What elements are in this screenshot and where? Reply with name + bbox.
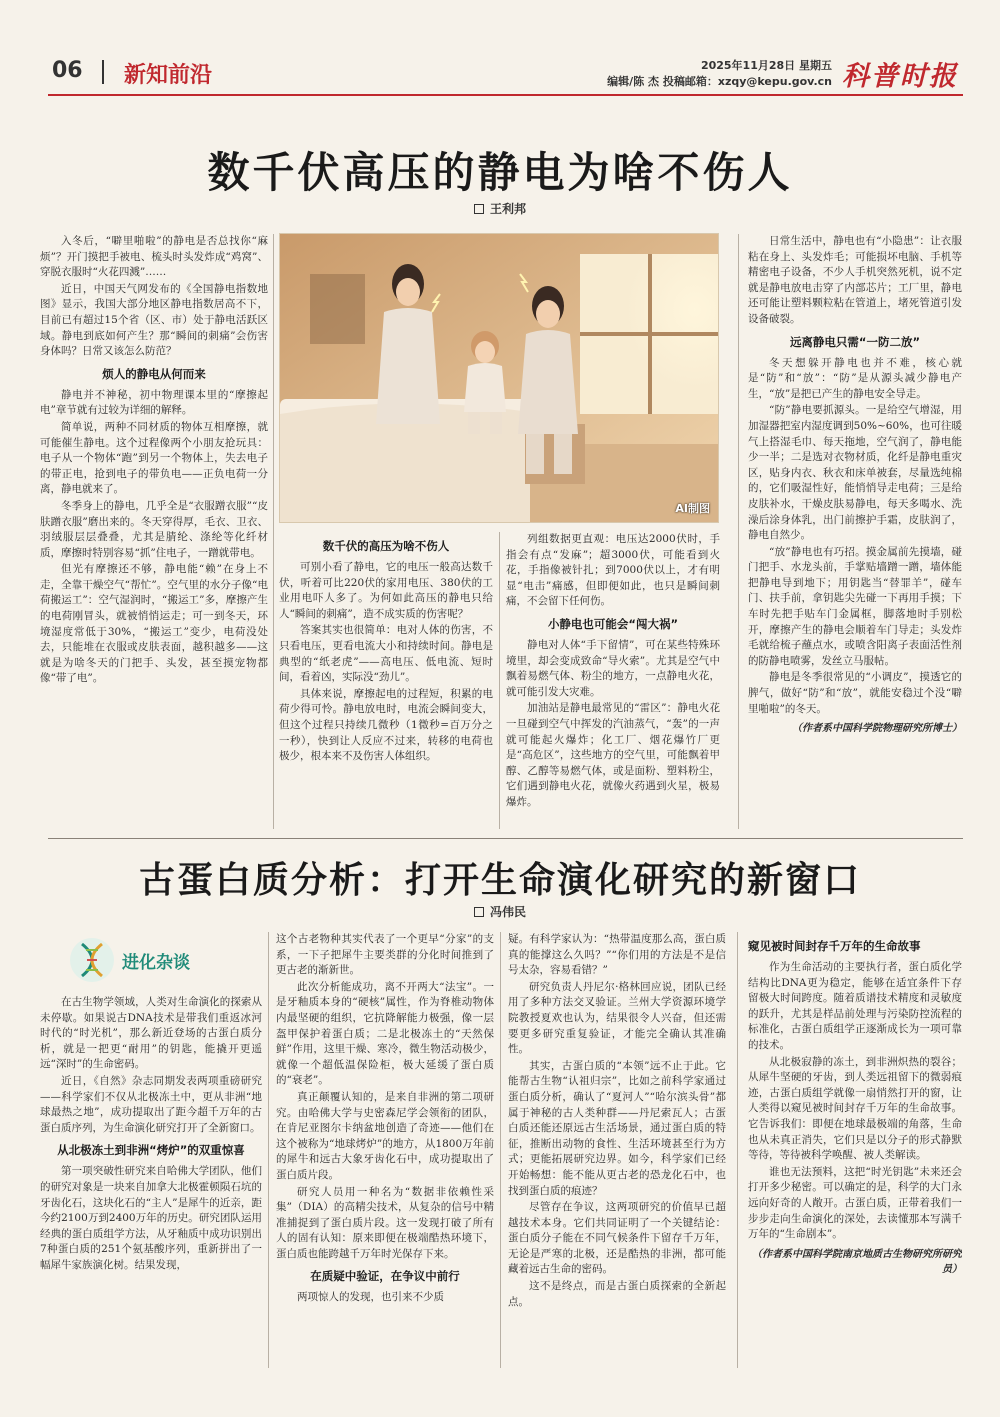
image-credit: AI制图 [675,502,710,515]
column-divider [273,234,274,829]
header-rule [48,94,963,96]
article1-title: 数千伏高压的静电为啥不伤人 [207,148,793,197]
paragraph: 近日，中国天气网发布的《全国静电指数地图》显示，我国大部分地区静电指数居高不下，目前已有超过15个省（区、市）处于静电活跃区域。静电到底如何产生？那“瞬间的刺痛”会伤害身体吗？日常又该怎么防范？ [40,282,268,358]
subheading: 数千伏的高压为啥不伤人 [322,539,450,553]
header-separator [102,60,104,84]
paragraph: 但光有摩擦还不够，静电能“赖”在身上不走，全靠干燥空气“帮忙”。空气里的水分子像“电荷搬运工”：空气湿润时，“搬运工”多，摩擦产生的电荷刚冒头，就被悄悄运走；可一到冬天，环境湿度常低于30%，“搬运工”变少，电荷没处去，只能堆在衣服或皮肤表面，越积越多——这就是为啥冬天的门把手、头发，甚至摸宠物都像“带了电”。 [40,563,268,685]
newspaper-logo: 科普时报 [842,61,958,92]
article1-illustration [279,233,719,523]
article2-column-4 [748,932,962,1372]
paragraph: 尽管存在争议，这两项研究的价值早已超越技术本身。它们共同证明了一个关键结论：蛋白质分子能在不同气候条件下留存千万年，无论是严寒的北极，还是酷热的非洲，都可能藏着远古生命的密码。 [508,1201,726,1276]
paragraph: 加油站是静电最常见的“雷区”：静电火花一旦碰到空气中挥发的汽油蒸气，“轰”的一声就可能起火爆炸；化工厂、烟花爆竹厂更是“高危区”，这些地方的空气里，可能飘着甲醇、乙醇等易燃气体，或是面粉、塑料粉尘，它们遇到静电火花，就像火药遇到火星，极易爆炸。 [506,702,720,808]
paragraph: 简单说，两种不同材质的物体互相摩擦，就可能催生静电。这个过程像两个小朋友抢玩具：电子从一个物体“跑”到另一个物体上，失去电子的带正电，抢到电子的带负电——正负电荷一分离，静电就来了。 [40,420,268,496]
paragraph: 此次分析能成功，离不开两大“法宝”。一是牙釉质本身的“硬核”属性，作为脊椎动物体内最坚硬的组织，它抗降解能力极强，像一层盔甲保护着蛋白质；二是北极冻土的“天然保鲜”作用，这里干燥、寒冷，微生物活动极少，就像一个超低温保险柜，极大延缓了蛋白质的“衰老”。 [276,980,494,1087]
column-divider [500,932,501,1368]
paragraph: 答案其实也很简单：电对人体的伤害，不只看电压，更看电流大小和持续时间。静电是典型的“纸老虎”——高电压、低电流、短时间，看着凶，实际没“劲儿”。 [279,624,493,684]
subheading: 从北极冻土到非洲“烤炉”的双重惊喜 [57,1143,245,1158]
column-divider [738,234,739,829]
paragraph: 入冬后，“噼里啪啦”的静电是否总找你“麻烦”？开门摸把手被电、梳头时头发炸成“鸡窝”、穿脱衣服时“火花四溅”…… [40,235,268,279]
paragraph: 冬天想躲开静电也并不难，核心就是“防”和“放”：“防”是从源头减少静电产生，“放”是把已产生的静电安全导走。 [748,356,962,400]
paragraph: 静电并不神秘，初中物理课本里的“摩擦起电”章节就有过较为详细的解释。 [40,388,268,417]
paragraph: 谁也无法预料，这把“时光钥匙”未来还会打开多少秘密。可以确定的是，科学的大门永远向好奇的人敞开。古蛋白质，正带着我们一步步走向生命演化的深处，去读懂那本写满千万年的“生命剧本”。 [748,1165,962,1241]
paragraph: “放”静电也有巧招。摸金属前先摸墙，碰门把手、水龙头前，手掌贴墙蹭一蹭，墙体能把静电导到地下；用钥匙当“替罪羊”，碰车门、扶手前，拿钥匙尖先碰一下再用手摸；下车时先把手贴车门金属框，脚落地时手别松开，摩擦产生的静电会顺着车门导走；头发炸毛就给梳子蘸点水，或喷含阳离子表面活性剂的防静电喷雾，发丝立马服帖。 [748,545,962,667]
paragraph: 两项惊人的发现，也引来不少质 [297,1291,444,1304]
paragraph: 近日，《自然》杂志同期发表两项重磅研究——科学家们不仅从北极冻土中，更从非洲“地球最热之地”，成功提取出了距今超千万年的古蛋白质序列，为生命演化研究打开了全新窗口。 [40,1074,262,1134]
paragraph: 第一项突破性研究来自哈佛大学团队，他们的研究对象是一块来自加拿大北极霍顿陨石坑的牙齿化石，这块化石的“主人”是犀牛的近亲，距今约2100万到2400万年的历史。研究团队运用经典的蛋白质组学方法，从牙釉质中成功识别出7种蛋白质的251个氨基酸序列，重新拼出了一幅犀牛家族演化树。结果发现， [40,1165,262,1271]
author-signature: （作者系中国科学院南京地质古生物研究所研究员） [752,1248,962,1276]
column-badge-label: 进化杂谈 [122,953,190,973]
article2-title: 古蛋白质分析：打开生命演化研究的新窗口 [138,860,861,901]
paragraph: “防”静电要抓源头。一是给空气增湿，用加湿器把室内湿度调到50%~60%，也可往暖气上搭湿毛巾、每天拖地，空气润了，静电能少一半；二是选对衣物材质，化纤是静电重灾区，贴身内衣、秋衣和床单被套，尽量选纯棉的，它们吸湿性好，能悄悄导走电荷；三是给皮肤补水，干燥皮肤易静电，每天多喝水、洗澡后涂身体乳，出门前擦护手霜，皮肤润了，静电自然少。 [748,404,962,542]
header-meta [572,58,832,90]
subheading: 在质疑中验证，在争议中前行 [310,1269,460,1284]
subheading: 烦人的静电从何而来 [102,366,206,381]
article1-column-2 [279,532,493,832]
subheading: 窥见被时间封存千万年的生命故事 [748,939,921,953]
byline-box-icon [474,907,484,917]
paragraph: 疑。有科学家认为：“热带温度那么高，蛋白质真的能撑这么久吗？”“你们用的方法是不是信号太杂，容易看错？” [508,933,726,977]
dna-icon [66,934,118,986]
paragraph: 日常生活中，静电也有“小隐患”：让衣服粘在身上、头发炸毛；可能损坏电脑、手机等精密电子设备，不少人手机突然死机，说不定就是静电放电击穿了内部芯片；工厂里，静电还可能让塑料颗粒粘在管道上，堵死管道引发设备破裂。 [748,235,962,325]
paragraph: 具体来说，摩擦起电的过程短，积累的电荷少得可怜。静电放电时，电流会瞬间变大，但这个过程只持续几微秒（1微秒=百万分之一秒），快到让人反应不过来，转移的电荷也极少，根本来不及伤害人体组织。 [279,687,493,763]
article2-byline [400,903,600,920]
article2-column-3 [508,932,726,1372]
author-signature: （作者系中国科学院物理研究所博士） [792,723,962,735]
page-number: 06 [52,58,83,83]
family-static-illustration [280,234,719,523]
article1-byline [400,200,600,217]
column-divider [268,932,269,1368]
column-divider [499,532,500,829]
article-divider [48,838,963,839]
article1-column-1 [40,234,268,834]
article2-column-2 [276,932,494,1372]
paragraph: 列组数据更直观：电压达2000伏时，手指会有点“发麻”；超3000伏，可能看到火花，手指像被针扎；到7000伏以上，才有明显“电击”痛感，但即便如此，也只是瞬间刺痛，不会留下任何伤。 [506,533,720,608]
article2-column-1 [40,995,262,1365]
paragraph: 其实，古蛋白质的“本领”远不止于此。它能帮古生物“认祖归宗”，比如之前科学家通过蛋白质分析，确认了“夏河人”“哈尔滨头骨”都属于神秘的古人类种群——丹尼索瓦人；古蛋白质还能还原远古生活场景，通过蛋白质的特征，推断出动物的食性、生活环境甚至行为方式；更能拓展研究边界。如今，科学家们已经开始畅想：能不能从更古老的恐龙化石中，也找到蛋白质的痕迹？ [508,1059,726,1197]
editor-line: 编辑/陈 杰 投稿邮箱：xzqy@kepu.gov.cn [607,75,832,88]
column-badge [66,930,246,990]
column-divider [737,932,738,1368]
paragraph: 从北极寂静的冻土，到非洲炽热的裂谷；从犀牛坚硬的牙齿，到人类远祖留下的微弱痕迹，古蛋白质组学就像一扇悄然打开的窗，让人类得以窥见被时间封存千万年的生命故事。它告诉我们：即便在地球最极端的角落，生命也从未真正消失，它们只是以分子的形式静默等待，等待被科学唤醒、被人类解读。 [748,1055,962,1162]
article1-column-4 [748,234,962,834]
paragraph: 冬季身上的静电，几乎全是“衣服蹭衣服”“皮肤蹭衣服”磨出来的。冬天穿得厚，毛衣、卫衣、羽绒服层层叠叠，尤其是腈纶、涤纶等化纤材质，摩擦时特别容易“抓”住电子，一蹭就带电。 [40,499,268,559]
byline-box-icon [474,204,484,214]
paragraph: 静电对人体“手下留情”，可在某些特殊环境里，却会变成致命“导火索”。尤其是空气中飘着易燃气体、粉尘的地方，一点静电火花，就可能引发大灾难。 [506,638,720,698]
paragraph: 在古生物学领域，人类对生命演化的探索从未停歇。如果说古DNA技术是带我们重返冰河时代的“时光机”，那么新近登场的古蛋白质分析，就是一把更“耐用”的钥匙，能撬开更遥远“深时”的生命密码。 [40,996,262,1071]
date-line: 2025年11月28日 星期五 [700,59,832,72]
article1-column-3 [506,532,720,832]
paragraph: 这个古老物种其实代表了一个更早“分家”的支系，一下子把犀牛主要类群的分化时间推到了更古老的渐新世。 [276,933,494,977]
subheading: 小静电也可能会“闯大祸” [547,616,679,631]
paragraph: 作为生命活动的主要执行者，蛋白质化学结构比DNA更为稳定，能够在适宜条件下存留极大时间跨度。随着质谱技术精度和灵敏度的跃升，尤其是样品前处理与污染防控流程的标准化，古蛋白质组学正逐渐成长为一项可靠的技术。 [748,961,962,1051]
paragraph: 真正颠覆认知的，是来自非洲的第二项研究。由哈佛大学与史密森尼学会领衔的团队，在肯尼亚图尔卡纳盆地创造了奇迹——他们在这个被称为“地球烤炉”的地方，从1800万年前的犀牛和远古大象牙齿化石中，成功提取出了蛋白质片段。 [276,1090,494,1181]
paragraph: 研究人员用一种名为“数据非依赖性采集”（DIA）的高精尖技术，从复杂的信号中精准捕捉到了蛋白质片段。这一发现打破了所有人的固有认知：原来即便在极端酷热环境下，蛋白质也能跨越千万年时光保存下来。 [276,1185,494,1260]
article1-author: 王利邦 [489,202,526,216]
paragraph: 可别小看了静电，它的电压一般高达数千伏，听着可比220伏的家用电压、380伏的工业用电吓人多了。为何如此高压的静电只给人“瞬间的刺痛”，造不成实质的伤害呢？ [279,561,493,620]
paragraph: 静电是冬季很常见的“小调皮”，摸透它的脾气，做好“防”和“放”，就能安稳过个没“噼里啪啦”的冬天。 [748,671,962,715]
paragraph: 研究负责人丹尼尔·格林回应说，团队已经用了多种方法交叉验证。兰州大学资源环境学院教授夏欢也认为，结果很令人兴奋，但还需要更多研究重复验证，才能完全确认其准确性。 [508,980,726,1056]
article2-author: 冯伟民 [489,905,526,919]
paragraph: 这不是终点，而是古蛋白质探索的全新起点。 [508,1280,726,1308]
subheading: 远离静电只需“一防二放” [789,334,921,349]
section-title: 新知前沿 [124,63,213,88]
